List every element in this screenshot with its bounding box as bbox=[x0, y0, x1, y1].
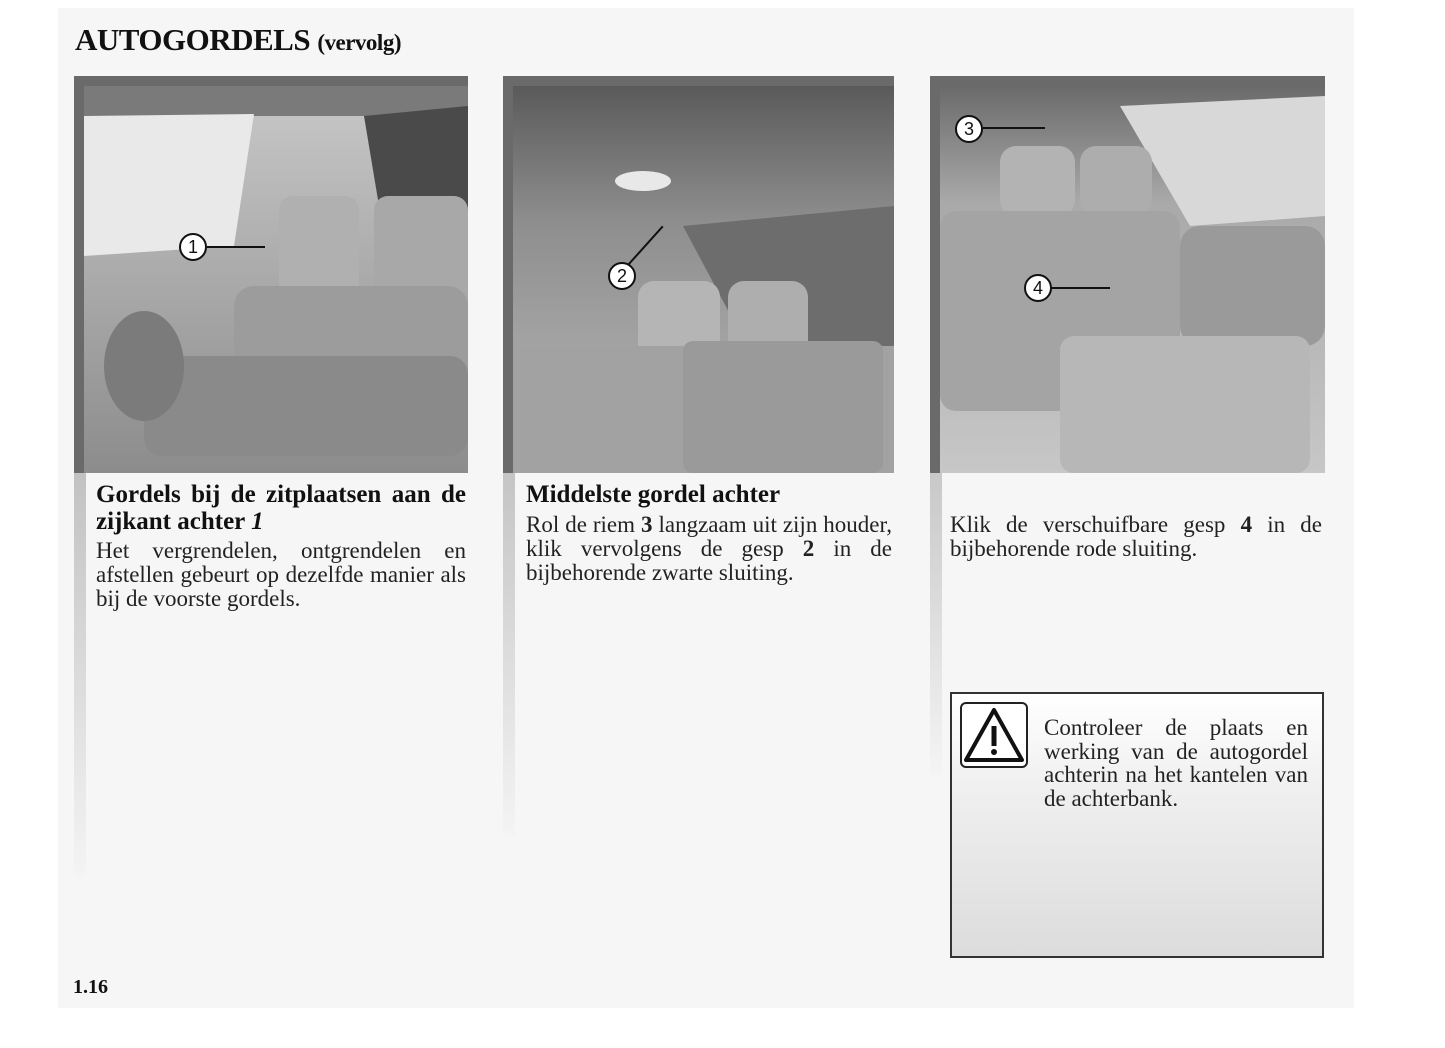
middle-seat-illustration bbox=[513, 86, 894, 473]
callout-2: 2 bbox=[608, 262, 636, 290]
photo-middle-rear-seat bbox=[503, 76, 894, 473]
page-title: AUTOGORDELS (vervolg) bbox=[75, 22, 401, 57]
callout-3: 3 bbox=[955, 115, 983, 143]
photo-center-buckle bbox=[930, 76, 1325, 473]
warning-text: Controleer de plaats en werking van de autogordel achterin na het kantelen van de achterbank. bbox=[1044, 715, 1308, 811]
callout-3-leader bbox=[983, 127, 1045, 129]
photo-side-rear-seats bbox=[74, 76, 468, 473]
warning-box bbox=[950, 692, 1324, 958]
callout-4-leader bbox=[1052, 287, 1110, 289]
section-2-heading: Middelste gordel achter bbox=[526, 481, 781, 508]
rear-seat-side-illustration bbox=[84, 86, 468, 473]
page-number: 1.16 bbox=[73, 976, 108, 998]
center-buckle-illustration bbox=[940, 86, 1325, 473]
section-1-heading: Gordels bij de zitplaatsen aan de zijkant achter 1 bbox=[96, 481, 466, 535]
callout-1-leader bbox=[207, 246, 265, 248]
warning-triangle-icon bbox=[960, 702, 1028, 768]
section-3-body: Klik de verschuifbare gesp 4 in de bijbehorende rode sluiting. bbox=[950, 512, 1322, 561]
section-2-body: Rol de riem 3 langzaam uit zijn houder, klik vervolgens de gesp 2 in de bijbehorende zwarte sluiting. bbox=[526, 512, 892, 585]
callout-1: 1 bbox=[179, 233, 207, 261]
section-1-body: Het vergrendelen, ontgrendelen en afstellen gebeurt op dezelfde manier als bij de voorste gordels. bbox=[96, 538, 466, 611]
callout-4: 4 bbox=[1024, 274, 1052, 302]
